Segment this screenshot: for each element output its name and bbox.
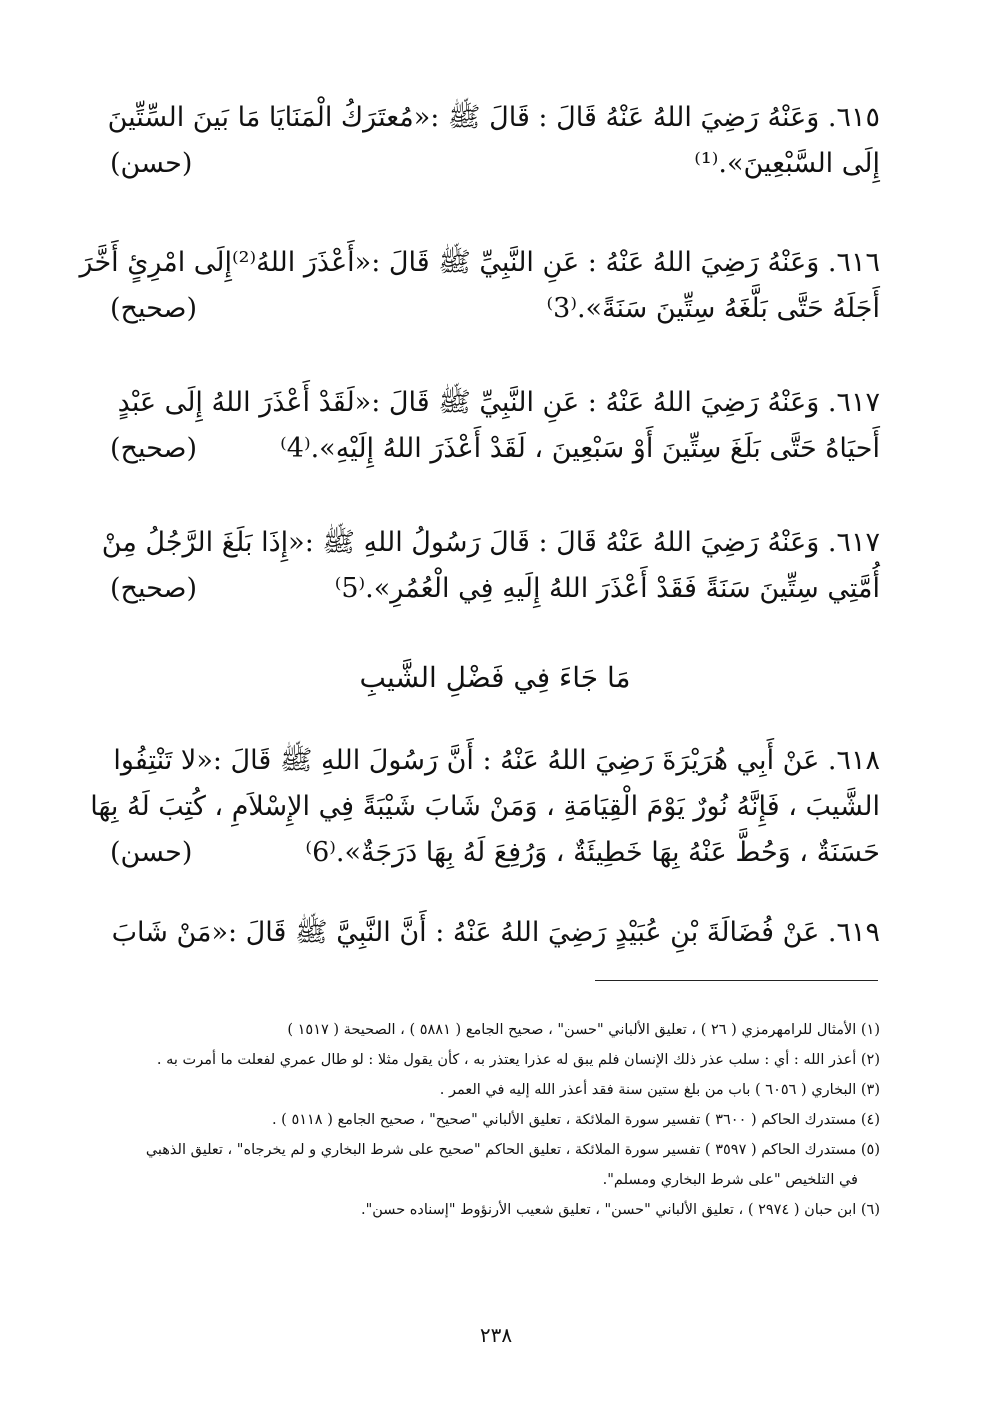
footnote-1: (١) الأمثال للرامهرمزي ( ٢٦ ) ، تعليق الألباني "حسن" ، صحيح الجامع ( ٥٨٨١ ) ، الصحيحة ( ١٥١٧ ): [287, 1022, 880, 1038]
hadith-line: [101, 520, 880, 566]
hadith-line: [110, 426, 880, 472]
hadith-text: حَسَنَةٌ ، وَحُطَّ عَنْهُ بِهَا خَطِيئَةٌ ، وَرُفِعَ لَهُ بِهَا دَرَجَةٌ».⁽6⁾: [305, 837, 880, 868]
hadith-line: [110, 566, 880, 612]
hadith-618: [90, 738, 880, 876]
hadith-line: [79, 240, 880, 286]
footnote-2: (٢) أعذر الله : أي : سلب عذر ذلك الإنسان فلم يبق له عذرا يعتذر به ، كأن يقول مثلا : لو طال عمري لفعلت ما أمرت به .: [156, 1052, 880, 1068]
hadith-line: [90, 784, 880, 830]
hadith-text: أَجَلَهُ حَتَّى بَلَّغَهُ سِتِّينَ سَنَةً».⁽3⁾: [546, 293, 880, 324]
hadith-text: الشَّيبَ ، فَإِنَّهُ نُورٌ يَوْمَ الْقِيَامَةِ ، وَمَنْ شَابَ شَيْبَةً فِي الإِسْلاَمِ ، كُتِبَ لَهُ بِهَا: [90, 791, 880, 822]
hadith-text: ٦١٩. عَنْ فُضَالَةَ بْنِ عُبَيْدٍ رَضِيَ اللهُ عَنْهُ : أَنَّ النَّبِيَّ ﷺ قَالَ :«مَنْ شَابَ: [111, 917, 880, 948]
grade-label: (صحيح): [110, 573, 197, 604]
footnote-6: (٦) ابن حبان ( ٢٩٧٤ ) ، تعليق الألباني "حسن" ، تعليق شعيب الأرنؤوط "إسناده حسن".: [360, 1202, 880, 1218]
hadith-line: [107, 95, 880, 141]
hadith-line: [110, 286, 880, 332]
hadith-619: [110, 910, 880, 956]
page-number: ٢٣٨: [479, 1323, 513, 1347]
hadith-617-a: [110, 380, 880, 472]
hadith-line: [110, 738, 880, 784]
footnote-divider: [595, 980, 878, 981]
grade-label: (صحيح): [110, 433, 197, 464]
hadith-line: [110, 141, 880, 187]
footnote-5-continuation: في التلخيص "على شرط البخاري ومسلم".: [602, 1172, 858, 1188]
hadith-text: أَحيَاهُ حَتَّى بَلَغَ سِتِّينَ أَوْ سَبْعِينَ ، لَقَدْ أَعْذَرَ اللهُ إِلَيْهِ».⁽4⁾: [280, 433, 880, 464]
hadith-615: [107, 95, 880, 187]
section-title: مَا جَاءَ فِي فَضْلِ الشَّيبِ: [359, 661, 631, 694]
hadith-text: إِلَى السَّبْعِينَ».⁽¹⁾: [694, 148, 880, 179]
hadith-text: ٦١٨. عَنْ أَبِي هُرَيْرَةَ رَضِيَ اللهُ عَنْهُ : أَنَّ رَسُولَ اللهِ ﷺ قَالَ :«لا تَنْتِفُوا: [113, 745, 880, 776]
footnote-5: (٥) مستدرك الحاكم ( ٣٥٩٧ ) تفسير سورة الملائكة ، تعليق الحاكم "صحيح على شرط البخاري و لم يخرجاه" ، تعليق الذهبي: [145, 1142, 880, 1158]
hadith-text: أُمَّتِي سِتِّينَ سَنَةً فَقَدْ أَعْذَرَ اللهُ إِلَيهِ فِي الْعُمُرِ».⁽5⁾: [334, 573, 880, 604]
hadith-text: ٦١٦. وَعَنْهُ رَضِيَ اللهُ عَنْهُ : عَنِ النَّبِيِّ ﷺ قَالَ :«أَعْذَرَ اللهُ⁽²⁾إِلَى امْرِئٍ أَخَّرَ: [79, 247, 880, 278]
hadith-text: ٦١٥. وَعَنْهُ رَضِيَ اللهُ عَنْهُ قَالَ : قَالَ ﷺ :«مُعتَرَكُ الْمَنَايَا مَا بَينَ السِّتِّينَ: [107, 102, 880, 133]
grade-label: (صحيح): [110, 293, 197, 324]
hadith-616: [79, 240, 880, 332]
hadith-line: [110, 910, 880, 956]
hadith-text: ٦١٧. وَعَنْهُ رَضِيَ اللهُ عَنْهُ قَالَ : قَالَ رَسُولُ اللهِ ﷺ :«إِذَا بَلَغَ الرَّجُلُ مِنْ: [101, 527, 880, 558]
hadith-line: [110, 830, 880, 876]
hadith-text: ٦١٧. وَعَنْهُ رَضِيَ اللهُ عَنْهُ : عَنِ النَّبِيِّ ﷺ قَالَ :«لَقَدْ أَعْذَرَ اللهُ إِلَى عَبْدٍ: [117, 387, 880, 418]
grade-label: (حسن): [110, 837, 193, 868]
hadith-617-b: [101, 520, 880, 612]
footnotes: [110, 1015, 880, 1225]
footnote-3: (٣) البخاري ( ٦٠٥٦ ) باب من بلغ ستين سنة فقد أعذر الله إليه في العمر .: [439, 1082, 880, 1098]
grade-label: (حسن): [110, 148, 193, 179]
hadith-line: [110, 380, 880, 426]
footnote-4: (٤) مستدرك الحاكم ( ٣٦٠٠ ) تفسير سورة الملائكة ، تعليق الألباني "صحيح" ، صحيح الجامع ( ٥١١٨ ) .: [271, 1112, 880, 1128]
